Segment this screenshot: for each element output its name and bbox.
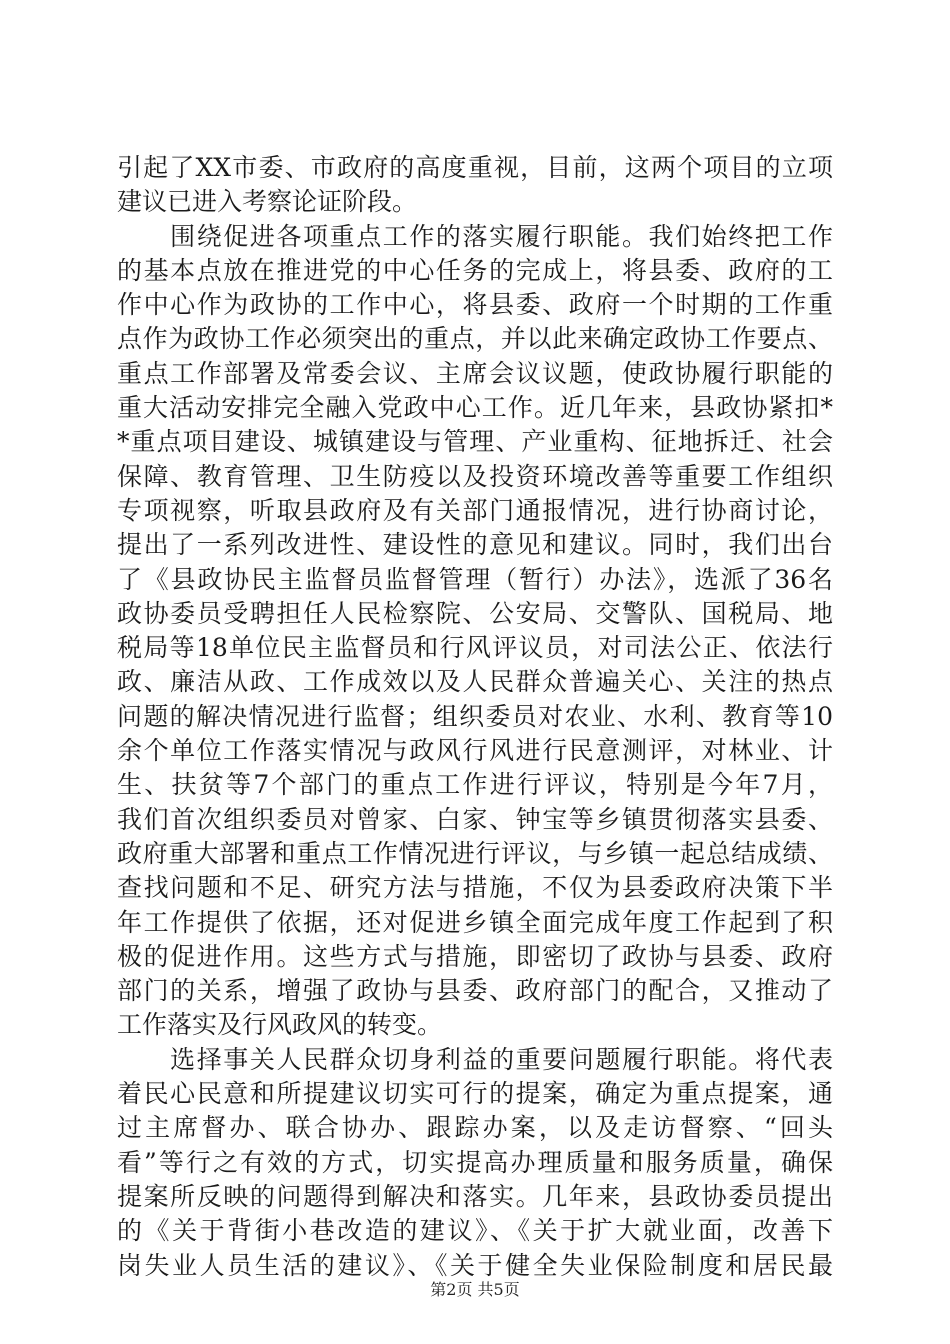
text-line: 点作为政协工作必须突出的重点，并以此来确定政协工作要点、	[117, 324, 833, 354]
text-line: 岗失业人员生活的建议》、《关于健全失业保险制度和居民最	[117, 1250, 833, 1280]
text-line: 年工作提供了依据，还对促进乡镇全面完成年度工作起到了积	[117, 907, 833, 937]
text-line: 税局等18单位民主监督员和行风评议员，对司法公正、依法行	[117, 633, 833, 663]
text-line: 生、扶贫等7个部门的重点工作进行评议，特别是今年7月，	[117, 770, 833, 800]
text-line: 查找问题和不足、研究方法与措施，不仅为县委政府决策下半	[117, 873, 833, 903]
text-line: 的《关于背街小巷改造的建议》、《关于扩大就业面，改善下	[117, 1216, 833, 1246]
text-line: 选择事关人民群众切身利益的重要问题履行职能。将代表	[117, 1044, 833, 1074]
text-line: 看”等行之有效的方式，切实提高办理质量和服务质量，确保	[117, 1147, 833, 1177]
document-body	[117, 151, 833, 1283]
text-line: 了《县政协民主监督员监督管理（暂行）办法》，选派了36名	[117, 564, 833, 594]
text-line: 我们首次组织委员对曾家、白家、钟宝等乡镇贯彻落实县委、	[117, 804, 833, 834]
text-line: 问题的解决情况进行监督；组织委员对农业、水利、教育等10	[117, 701, 833, 731]
text-line: 专项视察，听取县政府及有关部门通报情况，进行协商讨论，	[117, 495, 833, 525]
text-line: *重点项目建设、城镇建设与管理、产业重构、征地拆迁、社会	[117, 427, 833, 457]
text-line: 的基本点放在推进党的中心任务的完成上，将县委、政府的工	[117, 255, 833, 285]
text-line: 保障、教育管理、卫生防疫以及投资环境改善等重要工作组织	[117, 461, 833, 491]
text-line: 部门的关系，增强了政协与县委、政府部门的配合，又推动了	[117, 976, 833, 1006]
text-line: 政、廉洁从政、工作成效以及人民群众普遍关心、关注的热点	[117, 667, 833, 697]
text-line: 政协委员受聘担任人民检察院、公安局、交警队、国税局、地	[117, 598, 833, 628]
text-line: 提案所反映的问题得到解决和落实。几年来，县政协委员提出	[117, 1181, 833, 1211]
text-line: 政府重大部署和重点工作情况进行评议，与乡镇一起总结成绩、	[117, 838, 833, 868]
text-line: 重大活动安排完全融入党政中心工作。近几年来，县政协紧扣*	[117, 393, 833, 423]
text-line: 引起了XX市委、市政府的高度重视，目前，这两个项目的立项	[117, 153, 833, 182]
text-line: 极的促进作用。这些方式与措施，即密切了政协与县委、政府	[117, 941, 833, 971]
text-line: 围绕促进各项重点工作的落实履行职能。我们始终把工作	[117, 221, 833, 251]
text-line: 着民心民意和所提建议切实可行的提案，确定为重点提案，通	[117, 1079, 833, 1109]
text-line: 作中心作为政协的工作中心，将县委、政府一个时期的工作重	[117, 290, 833, 320]
text-line: 过主席督办、联合协办、跟踪办案，以及走访督察、“回头	[117, 1113, 833, 1143]
text-line: 建议已进入考察论证阶段。	[117, 187, 418, 217]
text-line: 工作落实及行风政风的转变。	[117, 1010, 443, 1040]
text-line: 余个单位工作落实情况与政风行风进行民意测评，对林业、计	[117, 736, 833, 766]
page-number-footer: 第2页 共5页	[430, 1280, 520, 1299]
text-line: 提出了一系列改进性、建设性的意见和建议。同时，我们出台	[117, 530, 833, 560]
text-line: 重点工作部署及常委会议、主席会议议题，使政协履行职能的	[117, 358, 833, 388]
